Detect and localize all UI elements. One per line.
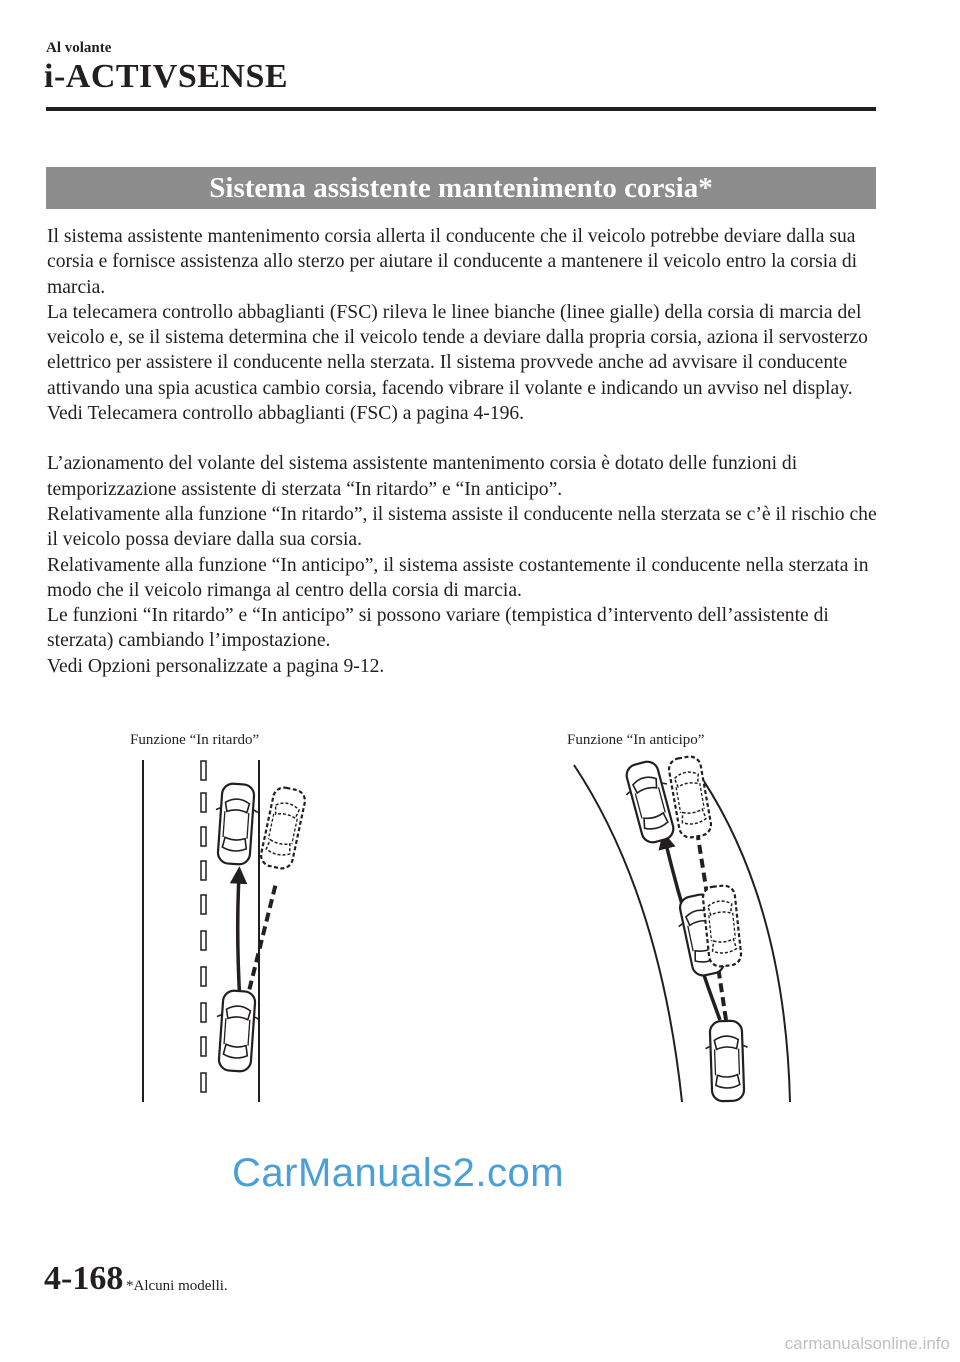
- early-function-diagram: [574, 755, 790, 1102]
- car-drifted-middle: [702, 885, 742, 968]
- cross-reference: Vedi Telecamera controllo abbaglianti (FSC) a pagina 4-196.: [47, 403, 525, 425]
- drift-path-arrow: [246, 883, 276, 1003]
- car-start: [213, 990, 260, 1073]
- figure-label-late: Funzione “In ritardo”: [130, 732, 260, 748]
- paragraph: Le funzioni “In ritardo” e “In anticipo” si possono variare (tempistica d’intervento dell’assistente di sterzata) cambiando l’impostazione.: [47, 605, 829, 652]
- car-drifted: [259, 786, 307, 871]
- watermark-logo: CarManuals2.com: [232, 1151, 565, 1195]
- assisted-path-arrow: [238, 875, 240, 1003]
- chapter-title: i-ACTIVSENSE: [44, 58, 289, 95]
- figure-label-early: Funzione “In anticipo”: [567, 732, 705, 748]
- header-divider: [46, 107, 876, 111]
- car-assisted: [212, 783, 259, 866]
- site-watermark: carmanualsonline.info: [784, 1334, 950, 1353]
- paragraph: Relativamente alla funzione “In ritardo”, il sistema assiste il conducente nella sterzata se c’è il rischio che il veicolo possa deviare dalla sua corsia.: [47, 503, 877, 551]
- body-text: [47, 224, 877, 679]
- cross-reference: Vedi Opzioni personalizzate a pagina 9-12.: [47, 655, 385, 677]
- paragraph: Relativamente alla funzione “In anticipo”, il sistema assiste costantemente il conducente nella sterzata in modo che il veicolo rimanga al centro della corsia di marcia.: [47, 554, 869, 601]
- footnote: *Alcuni modelli.: [126, 1278, 228, 1294]
- paragraph-gap: [47, 426, 877, 451]
- section-heading: Sistema assistente mantenimento corsia*: [46, 167, 876, 209]
- section-title: Al volante: [46, 40, 112, 56]
- paragraph: Il sistema assistente mantenimento corsia allerta il conducente che il veicolo potrebbe deviare dalla sua corsia e fornisce assistenza allo sterzo per aiutare il conducente a mantenere il veicolo entro la corsia di marcia.: [47, 226, 858, 298]
- lane-keep-diagram: [0, 745, 960, 1115]
- lane-dashed-marking: [201, 761, 206, 1092]
- late-function-diagram: [143, 760, 307, 1102]
- page-number: 4-168: [44, 1260, 124, 1297]
- paragraph: L’azionamento del volante del sistema assistente mantenimento corsia è dotato delle funzioni di temporizzazione assistente di sterzata “In ritardo” e “In anticipo”.: [47, 453, 798, 500]
- car-start: [705, 1020, 750, 1101]
- paragraph: La telecamera controllo abbaglianti (FSC) rileva le linee bianche (linee gialle) della corsia di marcia del veicolo e, se il sistema determina che il veicolo tende a deviare dalla propria corsia, aziona il servosterzo elettrico per assistere il conducente nella sterzata. Il sistema provvede anche ad avvisare il conducente attivando una spia acustica cambio corsia, facendo vibrare il volante e indicando un avviso nel display.: [47, 301, 868, 399]
